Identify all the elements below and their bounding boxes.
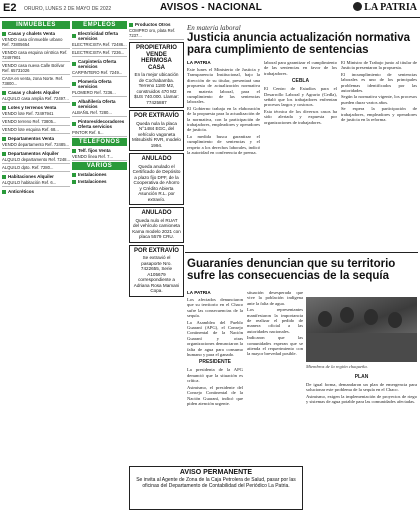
category-square-icon xyxy=(2,190,6,194)
page-number: E2 xyxy=(3,2,17,14)
category-square-icon xyxy=(72,122,76,126)
classified-ad: VENDO lote Ref. 72497941 xyxy=(2,110,70,118)
brand-logo xyxy=(353,2,417,13)
notice-title: ANULADO xyxy=(141,210,172,216)
article-2-col-1 xyxy=(187,290,243,462)
classified-ad: COMPRO oro, plata Ref. 7237... xyxy=(129,27,184,40)
brand-name: LA PATRIA xyxy=(364,2,417,13)
paragraph: Los representantes manifestaron la importancia de realizar el pedido de manera oficial a las autoridades nacionales. xyxy=(247,307,303,334)
paragraph: Indicaron que las comunidades esperan que se atienda el requerimiento con la mayor brevedad posible. xyxy=(247,335,303,357)
article-2-col-3 xyxy=(306,372,417,510)
category-band: VARIOS xyxy=(72,162,127,170)
notice-title: PROPIETARIO VENDE HERMOSA CASA xyxy=(136,45,177,71)
notice-body: Queda anulado el Certificado de Depósito a plazo fijo DPF, de la Cooperativa de Ahorro y Crédito Abierta Asunción R.L. por extravío. xyxy=(132,163,181,202)
category-band: TELÉFONOS xyxy=(72,138,127,146)
classified-ad: CARPINTERO Ref. 7249... xyxy=(72,69,127,77)
category-label: Habitaciones Alquiler xyxy=(8,174,54,179)
boxed-notice xyxy=(129,42,184,108)
classified-ad: PINTOR Ref. 6... xyxy=(72,129,127,137)
category-square-icon xyxy=(2,137,6,141)
photo-caption: Miembros de la región chaqueña. xyxy=(306,364,368,369)
boxed-notice xyxy=(129,245,184,297)
paragraph: Asimismo, exigen la implementación de proyectos de riego y sistemas de agua potable para las comunidades afectadas. xyxy=(306,393,417,405)
paragraph: La presidenta de la APG denunció que la situación es crítica. xyxy=(187,367,243,384)
paragraph: Los afectados denunciaron que su territorio en el Chaco sufre las consecuencias de la sequía. xyxy=(187,297,243,319)
headline-2: Guaraníes denuncian que su territorio sufre las consecuencias de la sequía xyxy=(187,258,396,282)
paragraph: Según la normativa vigente, los procesos pueden durar varios años. xyxy=(341,94,417,105)
category-label: Instalaciones xyxy=(78,179,107,184)
category-square-icon xyxy=(72,82,76,86)
paragraph: Se espera la participación de trabajadores, empleadores y operadores de justicia en la reforma. xyxy=(341,106,417,123)
classified-ad: PLOMERO Ref. 7236... xyxy=(72,89,127,97)
classified-ad: ALQUILO dpto. Ref. 7280... xyxy=(2,164,70,172)
classifieds-column-3 xyxy=(129,20,184,510)
news-photo xyxy=(306,297,417,362)
page-header xyxy=(0,0,420,18)
category-band: EMPLEOS xyxy=(72,21,127,29)
category-heading xyxy=(72,59,127,69)
paragraph: El incumplimiento de sentencias laborales es uno de los principales problemas identificados por las autoridades. xyxy=(341,71,417,94)
paragraph: El Gobierno trabaja en la elaboración de la propuesta para la actualización de la normativa, con la participación de trabajadores, empleadores y operadores de justicia. xyxy=(187,105,260,133)
category-label: Electricidad Oferta servicios xyxy=(78,31,119,41)
classified-ad: ALQUILO habitación Ref. 6... xyxy=(2,179,70,187)
paragraph: Asimismo, el presidente del Consejo Continental de la Nación Guaraní, indicó que piden atención urgente. xyxy=(187,384,243,406)
category-square-icon xyxy=(129,23,133,27)
category-label: Departamentos Venta xyxy=(8,136,55,141)
category-heading xyxy=(72,31,127,41)
notice-body: Se extravió el pasaporte Nro. 7422655, Serie A105679 correspondiente a Adriana Rosa Mamani Copa. xyxy=(133,255,180,293)
byline: LA PATRIA xyxy=(187,60,211,65)
permanent-notice xyxy=(129,466,303,510)
classified-ad: VENDO casa esquina céntrica Ref. 72497901 xyxy=(2,49,70,62)
category-label: Productos Otros xyxy=(135,22,171,27)
headline-1: Justicia anuncia actualización normativa para cumplimiento de sentencias xyxy=(187,32,411,56)
subheading: PLAN xyxy=(354,374,369,380)
category-heading xyxy=(72,179,127,184)
issue-date: ORURO, LUNES 2 DE MAYO DE 2022 xyxy=(24,6,112,12)
category-square-icon xyxy=(2,91,6,95)
category-square-icon xyxy=(72,173,76,177)
article-2-col-2 xyxy=(247,290,303,462)
article-1-col-2 xyxy=(264,60,337,250)
notice-body: Queda nulo el RUAT del vehículo camioneta Kama modelo 2021 con placa 5579 CRU. xyxy=(132,217,181,239)
notice-title: POR EXTRAVÍO xyxy=(134,113,179,119)
category-label: Albañilería Oferta servicios xyxy=(78,99,116,109)
paragraph: De igual forma, demandaron un plan de emergencia para solucionar este problema de la sequía en el Chaco. xyxy=(306,382,417,393)
category-label: Casas y chalets Alquiler xyxy=(8,90,60,95)
paragraph: Esta técnica de los diversos casos ha sido alertada y expuesta por organizaciones de trabajadores. xyxy=(264,108,337,125)
notice-title: POR EXTRAVÍO xyxy=(134,247,179,254)
category-label: Casas y chalets Venta xyxy=(8,31,56,36)
category-heading xyxy=(72,119,127,129)
classified-ad: ALBAÑIL Ref. 7280... xyxy=(72,109,127,117)
category-label: Lotes y terrenos Venta xyxy=(8,105,57,110)
category-band: INMUEBLES xyxy=(2,21,70,29)
notice-title: AVISO PERMANENTE xyxy=(179,469,253,476)
paragraph: La medida busca garantizar el cumplimiento de sentencias y el respeto a los derechos laborales, indicó la autoridad en conferencia de prensa. xyxy=(187,133,260,156)
category-heading xyxy=(72,99,127,109)
classified-ad: CASA en venta, zona Norte. Ref. 73800... xyxy=(2,75,70,88)
category-heading xyxy=(2,189,70,194)
paragraph: laboral para garantizar el cumplimiento de las sentencias en favor de los trabajadores. xyxy=(264,60,337,76)
category-square-icon xyxy=(2,106,6,110)
category-label: Telf. fijos Venta xyxy=(78,148,111,153)
category-label: Plomería Oferta servicios xyxy=(78,79,112,89)
paragraph: El Ministro de Trabajo junto al titular de Justicia presentaron la propuesta. xyxy=(341,60,417,71)
article-1-col-1 xyxy=(187,60,260,250)
boxed-notice xyxy=(129,153,184,205)
subheading: CEBLA xyxy=(291,78,310,85)
paragraph: Este lunes el Ministerio de Justicia y Transparencia Institucional, bajo la dirección de su titular, presentará una propuesta de actualización normativa en materia laboral, para el cumplimiento de las sentencias laborales. xyxy=(187,67,260,105)
category-square-icon xyxy=(72,180,76,184)
notice-title: ANULADO xyxy=(141,156,172,162)
article-1-col-3 xyxy=(341,60,417,250)
category-square-icon xyxy=(72,102,76,106)
classified-ad: VENDO lote esquina Ref. 68... xyxy=(2,126,70,134)
classified-ad: VENDO línea Ref. 7... xyxy=(72,153,127,161)
category-square-icon xyxy=(2,32,6,36)
category-square-icon xyxy=(72,62,76,66)
classified-ad: ELECTRICISTA Ref. 72486... xyxy=(72,42,127,47)
paragraph: El Centro de Estudios para el Desarrollo Laboral y Agrario (Cedla), señaló que los trabajadores enfrentan procesos largos y costosos. xyxy=(264,86,337,108)
category-heading xyxy=(2,90,70,95)
category-heading xyxy=(72,172,127,177)
classified-ad: ALQUILO departamento Ref. 7248... xyxy=(2,157,70,162)
category-heading xyxy=(72,79,127,89)
category-square-icon xyxy=(2,175,6,179)
classified-ad: VENDO casa nueva Calle Bolívar Ref. 65731026 xyxy=(2,62,70,75)
boxed-notice xyxy=(129,207,184,243)
classified-ad: VENDO departamento Ref. 72485... xyxy=(2,142,70,147)
paragraph: situación desesperada que vive la población indígena ante la falta de agua. xyxy=(247,290,303,306)
category-label: Pintores/decoradores Oferta servicios xyxy=(78,119,125,129)
notice-body: Se invita al Agente de Zona de la Caja Petrolera de Salud, pasar por las oficinas del Departamento de Contabilidad del Periódico La Patria. xyxy=(136,477,296,489)
classifieds-column-1 xyxy=(2,20,70,510)
category-square-icon xyxy=(2,152,6,156)
category-label: Carpintería Oferta servicios xyxy=(78,59,117,69)
section-title: AVISOS - NACIONAL xyxy=(160,2,263,13)
paragraph: La Asamblea del Pueblo Guaraní (APG), el Consejo Continental de la Nación Guaraní y otras organizaciones denunciaron la falta de agua para consumo humano y para el ganado. xyxy=(187,319,243,358)
classified-ad: VENDO terreno Ref. 73805... xyxy=(2,118,70,126)
notice-body: En la mejor ubicación de Cochabamba. Terreno 1180 M2, construidos 470 M2 $US 740.000. Llamar: 77425887 xyxy=(134,72,179,105)
notice-body: Queda nula la placa N°1484 EGC, del vehículo vagoneta Mitsubishi RVR, modelo 1994. xyxy=(132,120,181,148)
category-label: Instalaciones xyxy=(78,172,107,177)
divider xyxy=(185,252,418,253)
classifieds-column-2 xyxy=(72,20,127,510)
category-label: Departamentos Alquiler xyxy=(8,151,59,156)
category-label: Anticréticos xyxy=(8,189,35,194)
byline: LA PATRIA xyxy=(187,290,211,295)
classified-ad: VENDO casa c/inmueble urbano Ref. 73805654 xyxy=(2,36,70,49)
classified-ad: ALQUILO casa amplia Ref. 72497... xyxy=(2,96,69,101)
category-square-icon xyxy=(72,149,76,153)
kicker: En materia laboral xyxy=(187,24,241,32)
brand-mark-icon xyxy=(353,2,362,11)
category-square-icon xyxy=(72,34,76,38)
subheading: PRESIDENTE xyxy=(199,359,231,366)
boxed-notice xyxy=(129,110,184,151)
classified-ad: ELECTRICISTA Ref. 7236... xyxy=(72,49,127,57)
